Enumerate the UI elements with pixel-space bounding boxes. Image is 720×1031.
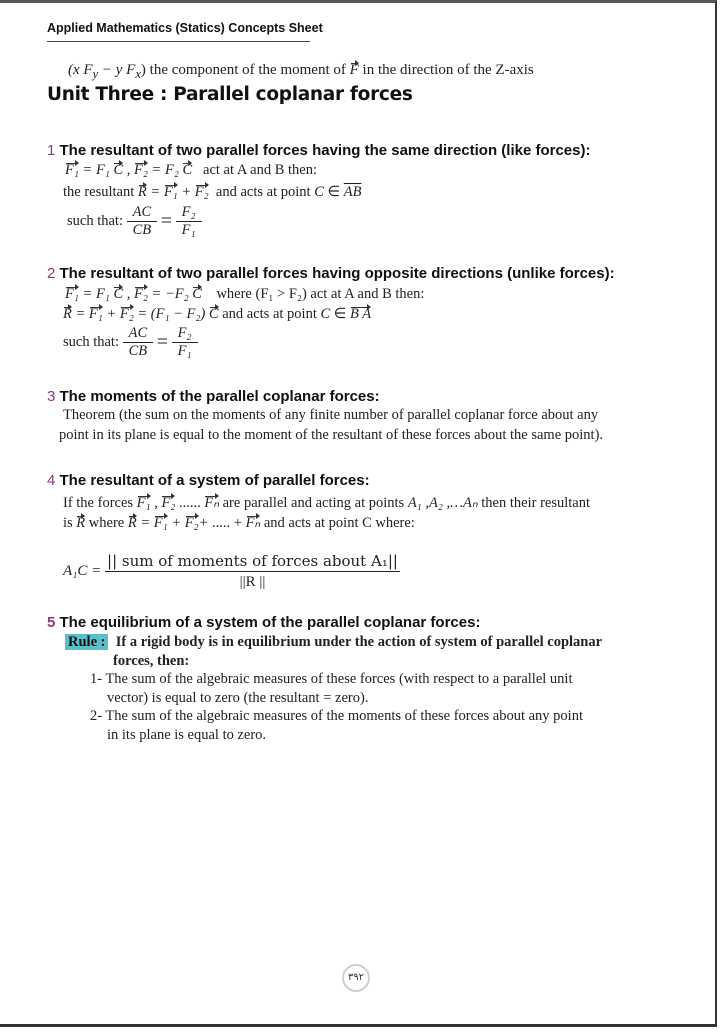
formula-lhs: A₁C = bbox=[63, 563, 102, 579]
line-text: is bbox=[63, 515, 77, 531]
line-text: and acts at point bbox=[218, 306, 321, 322]
frac-den: CB bbox=[128, 343, 148, 359]
section-5-rule-line-2: forces, then: bbox=[113, 653, 190, 669]
section-number: 2 bbox=[47, 265, 56, 282]
section-number: 4 bbox=[47, 472, 56, 489]
segment-ab: $\overline{AB}$ bbox=[343, 184, 362, 200]
header-divider bbox=[47, 41, 310, 42]
section-5-item-2-line-2: in its plane is equal to zero. bbox=[107, 727, 267, 743]
unit-title: Unit Three : Parallel coplanar forces bbox=[47, 84, 413, 105]
section-number: 1 bbox=[47, 142, 56, 159]
line-text: where bbox=[85, 515, 128, 531]
moment-text: the component of the moment of bbox=[145, 62, 350, 78]
points-list: A₁ ,A₂ ,…Aₙ bbox=[407, 495, 478, 511]
section-5-rule-line-1 bbox=[65, 634, 602, 651]
section-1-line-1: F₁ = F₁ C , F₂ = F₂ C act at A and B then: bbox=[65, 162, 317, 178]
section-2-ratio: such that: $\frac{AC}{CB}$ = $\frac{\text{F₂}}{\text{F₁}}$ bbox=[63, 325, 198, 360]
section-1-ratio: such that: $\frac{AC}{CB}$ = $\frac{\text{F₂}}{\text{F₁}}$ bbox=[67, 204, 202, 239]
expr-close: ) bbox=[140, 62, 146, 78]
line-text: and acts at point bbox=[212, 184, 315, 200]
line-text: act at A and B then: bbox=[203, 162, 317, 178]
section-1-title bbox=[47, 142, 590, 159]
sub-x: x bbox=[135, 67, 141, 81]
section-2-title bbox=[47, 265, 615, 282]
line-text: the resultant bbox=[63, 184, 138, 200]
section-3-title bbox=[47, 388, 380, 405]
rule-text: If a rigid body is in equilibrium under the action of system of parallel coplanar bbox=[115, 634, 603, 650]
line-text: then their resultant bbox=[477, 495, 590, 511]
formula-denominator: ||R || bbox=[239, 574, 266, 590]
section-title-text: The equilibrium of a system of the parallel coplanar forces: bbox=[55, 614, 481, 631]
moment-z-component-line bbox=[68, 62, 534, 82]
section-5-item-1-line-1: 1- The sum of the algebraic measures of these forces (with respect to a parallel unit bbox=[90, 671, 573, 687]
ray-ba: B A bbox=[350, 306, 372, 322]
ratio-ac-cb bbox=[127, 204, 158, 239]
sub-y: y bbox=[92, 67, 99, 81]
frac-den: CB bbox=[132, 222, 152, 238]
section-5-title bbox=[47, 614, 480, 631]
line-text: are parallel and acting at points bbox=[219, 495, 408, 511]
difference-expr: = (F₁ − F₂) bbox=[137, 306, 206, 322]
rule-label-highlight: Rule : bbox=[65, 634, 108, 650]
frac-num: F₂ bbox=[172, 325, 198, 343]
section-1-line-2: the resultant R = F₁ + F₂ and acts at point C ∈ $\overline{AB}$ bbox=[63, 184, 362, 200]
formula-numerator: || sum of moments of forces about A₁|| bbox=[107, 552, 398, 570]
section-4-formula bbox=[63, 551, 400, 592]
frac-num: AC bbox=[127, 204, 158, 222]
such-that-label: such that: bbox=[63, 333, 119, 350]
vector-f: F bbox=[349, 62, 359, 78]
section-4-title bbox=[47, 472, 370, 489]
section-title-text: The resultant of a system of parallel forces: bbox=[55, 472, 370, 489]
expr-xf: (x F bbox=[68, 62, 93, 78]
page-number-badge: ٣٩٢ bbox=[342, 964, 370, 992]
frac-den: F₁ bbox=[177, 343, 192, 359]
section-title-text: The moments of the parallel coplanar forces: bbox=[55, 388, 380, 405]
frac-num: F₂ bbox=[176, 204, 202, 222]
line-text: and acts at point C where: bbox=[260, 515, 415, 531]
section-3-theorem-line-2: point in its plane is equal to the moment of the resultant of these forces about the same point). bbox=[59, 427, 604, 443]
such-that-label: such that: bbox=[67, 212, 123, 229]
section-2-line-1: F₁ = F₁ C , F₂ = −F₂ C where (F₁ > F₂) act at A and B then: bbox=[65, 286, 425, 302]
formula-fraction bbox=[105, 551, 400, 592]
section-5-item-2-line-1: 2- The sum of the algebraic measures of the moments of these forces about any point bbox=[90, 708, 583, 724]
section-4-line-2: is R where R = F₁ + F₂+ ..... + Fₙ and acts at point C where: bbox=[63, 515, 415, 531]
frac-num: AC bbox=[123, 325, 154, 343]
line-text: If the forces bbox=[63, 495, 137, 511]
ratio-ac-cb bbox=[123, 325, 154, 360]
ratio-f2-f1 bbox=[172, 325, 198, 360]
section-4-line-1: If the forces F₁ , F₂ ...... Fₙ are parallel and acting at points A₁ ,A₂ ,…Aₙ then their resultant bbox=[63, 495, 590, 511]
section-title-text: The resultant of two parallel forces having opposite directions (unlike forces): bbox=[55, 265, 615, 282]
section-3-theorem-line-1: Theorem (the sum on the moments of any finite number of parallel coplanar force about any bbox=[63, 407, 599, 423]
section-number: 3 bbox=[47, 388, 56, 405]
moment-tail: in the direction of the Z-axis bbox=[358, 62, 534, 78]
section-5-item-1-line-2: vector) is equal to zero (the resultant = zero). bbox=[107, 690, 369, 706]
ratio-f2-f1 bbox=[176, 204, 202, 239]
section-title-text: The resultant of two parallel forces having the same direction (like forces): bbox=[55, 142, 591, 159]
line-text: where (F₁ > F₂) act at A and B then: bbox=[216, 286, 425, 302]
frac-den: F₁ bbox=[181, 222, 196, 238]
section-2-line-2: R = F₁ + F₂ = (F₁ − F₂) C and acts at point C ∈ B A bbox=[63, 306, 372, 322]
expr-minus-yf: − y F bbox=[98, 62, 136, 78]
sheet-header-title: Applied Mathematics (Statics) Concepts Sheet bbox=[47, 21, 323, 35]
section-number: 5 bbox=[47, 614, 56, 631]
